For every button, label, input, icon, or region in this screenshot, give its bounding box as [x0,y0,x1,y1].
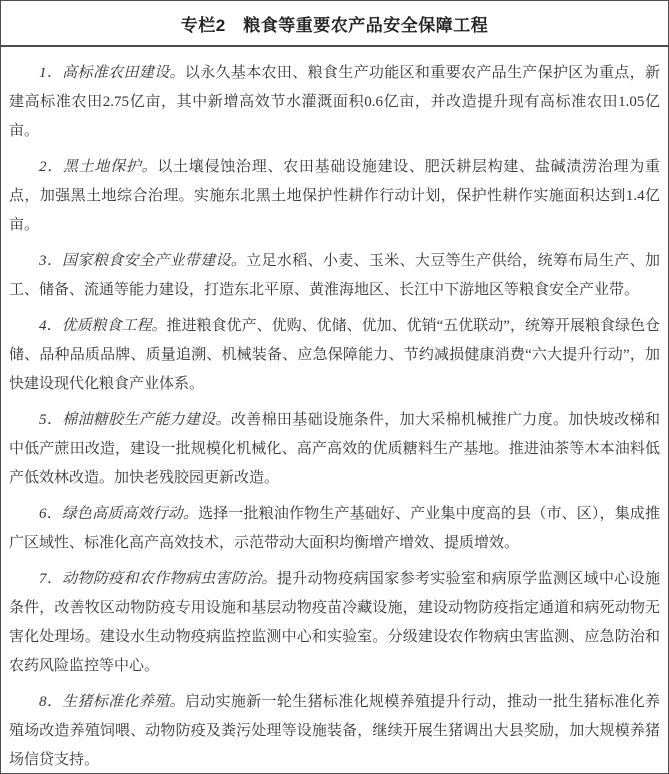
item-body: 以土壤侵蚀治理、农田基础设施建设、肥沃耕层构建、盐碱渍涝治理为重点，加强黑土地综合治理。实施东北黑土地保护性耕作行动计划，保护性耕作实施面积达到1.4亿亩。 [9,159,660,233]
list-item [9,312,660,399]
list-item [9,688,660,774]
item-body: 选择一批粮油作物生产基础好、产业集中度高的县（市、区），集成推广区域性、标准化高产高效技术，示范带动大面积均衡增产增效、提质增效。 [9,506,660,551]
item-heading: 2．黑土地保护。 [39,159,158,175]
list-item [9,565,660,681]
panel-title-box [0,0,669,46]
item-heading: 1．高标准农田建设。 [39,65,185,81]
item-body: 提升动物疫病国家参考实验室和病原学监测区域中心设施条件，改善牧区动物防疫专用设施和基层动物疫苗冷藏设施，建设动物防疫指定通道和病死动物无害化处理场。建设水生动物疫病监控监测中心和实验室。分级建设农作物病虫害监测、应急防治和农药风险监控等中心。 [9,571,660,674]
item-body: 立足水稻、小麦、玉米、大豆等生产供给，统筹布局生产、加工、储备、流通等能力建设，打造东北平原、黄淮海地区、长江中下游地区等粮食安全产业带。 [9,253,660,298]
panel-title: 专栏2 粮食等重要农产品安全保障工程 [180,15,489,35]
item-heading: 3．国家粮食安全产业带建设。 [39,253,247,269]
list-item [9,153,660,240]
item-heading: 4．优质粮食工程。 [39,318,167,334]
item-body: 推进粮食优产、优购、优储、优加、优销“五优联动”，统筹开展粮食绿色仓储、品种品质品牌、质量追溯、机械装备、应急保障能力、节约减损健康消费“六大提升行动”，加快建设现代化粮食产业体系。 [9,318,660,392]
item-heading: 6．绿色高质高效行动。 [39,506,199,522]
item-body: 以永久基本农田、粮食生产功能区和重要农产品生产保护区为重点，新建高标准农田2.75亿亩，其中新增高效节水灌溉面积0.6亿亩，并改造提升现有高标准农田1.05亿亩。 [9,65,660,139]
list-item [9,500,660,558]
item-body: 启动实施新一轮生猪标准化规模养殖提升行动，推动一批生猪标准化养殖场改造养殖饲喂、动物防疫及粪污处理等设施装备，继续开展生猪调出大县奖励，加大规模养猪场信贷支持。 [9,694,660,768]
list-item [9,247,660,305]
panel-content [0,46,669,774]
item-heading: 8．生猪标准化养殖。 [39,694,185,710]
item-body: 改善棉田基础设施条件，加大采棉机械推广力度。加快坡改梯和中低产蔗田改造，建设一批规模化机械化、高产高效的优质糖料生产基地。推进油茶等木本油料低产低效林改造。加快老残胶园更新改造。 [9,412,660,486]
list-item [9,59,660,146]
item-heading: 7．动物防疫和农作物病虫害防治。 [39,571,277,587]
list-item [9,406,660,493]
item-heading: 5．棉油糖胶生产能力建设。 [39,412,231,428]
